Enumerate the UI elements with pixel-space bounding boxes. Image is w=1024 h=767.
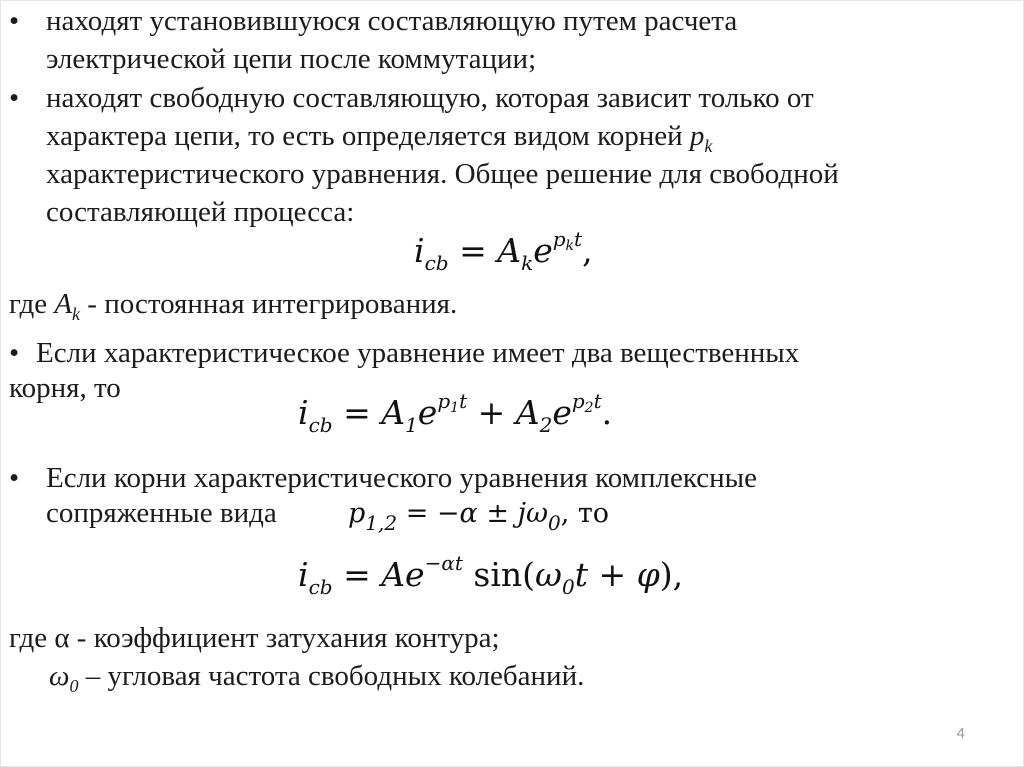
text-line: находят свободную составляющую, которая зависит только от [46, 82, 814, 114]
formula-2: $i_{cb} = A_1e^{p_1t} + A_2e^{p_2t}$. [298, 389, 613, 437]
formula-1: $i_{cb} = A_ke^{p_kt}$, [414, 227, 593, 275]
text-fragment: где [9, 288, 48, 320]
text-fragment: – угловая частота свободных колебаний. [85, 660, 585, 692]
text-line [9, 288, 457, 330]
var-alpha: α [54, 622, 70, 654]
text-line: составляющей процесса: [46, 196, 355, 228]
text-line: Если корни характеристического уравнения комплексные [46, 462, 757, 494]
bullet-marker: • [9, 337, 20, 369]
text-line: характеристического уравнения. Общее решение для свободной [46, 158, 839, 190]
var-a: A [54, 288, 73, 320]
text-line [9, 622, 500, 654]
text-fragment: - постоянная интегрирования. [87, 288, 458, 320]
text-fragment: где [9, 622, 48, 654]
bullet-marker: • [9, 462, 20, 494]
text-line [49, 660, 584, 702]
text-line: находят установившуюся составляющую путем расчета [46, 5, 738, 37]
page-number: 4 [956, 725, 965, 742]
var-omega-sub: 0 [69, 676, 79, 696]
text-line: сопряженные вида [46, 497, 277, 529]
text-line: корня, то [9, 372, 121, 404]
text-line: Если характеристическое уравнение имеет два вещественных [36, 337, 800, 369]
var-a-sub: k [72, 304, 81, 324]
text-fragment: характера цепи, то есть определяется видом корней [46, 120, 683, 152]
text-line [46, 120, 712, 162]
formula-4: $i_{cb} = Ae^{-\alpha t}$ $\sin(\omega_0t + \varphi)$, [298, 551, 684, 599]
var-omega: ω [49, 660, 70, 692]
formula-3: $p_{1,2} = -\alpha \pm j\omega_0$, то [348, 498, 610, 535]
bullet-marker: • [9, 5, 20, 37]
text-fragment: - коэффициент затухания контура; [76, 622, 500, 654]
var-p: p [689, 120, 705, 152]
var-p-sub: k [704, 136, 713, 156]
text-line: электрической цепи после коммутации; [46, 43, 537, 75]
bullet-marker: • [9, 82, 20, 114]
